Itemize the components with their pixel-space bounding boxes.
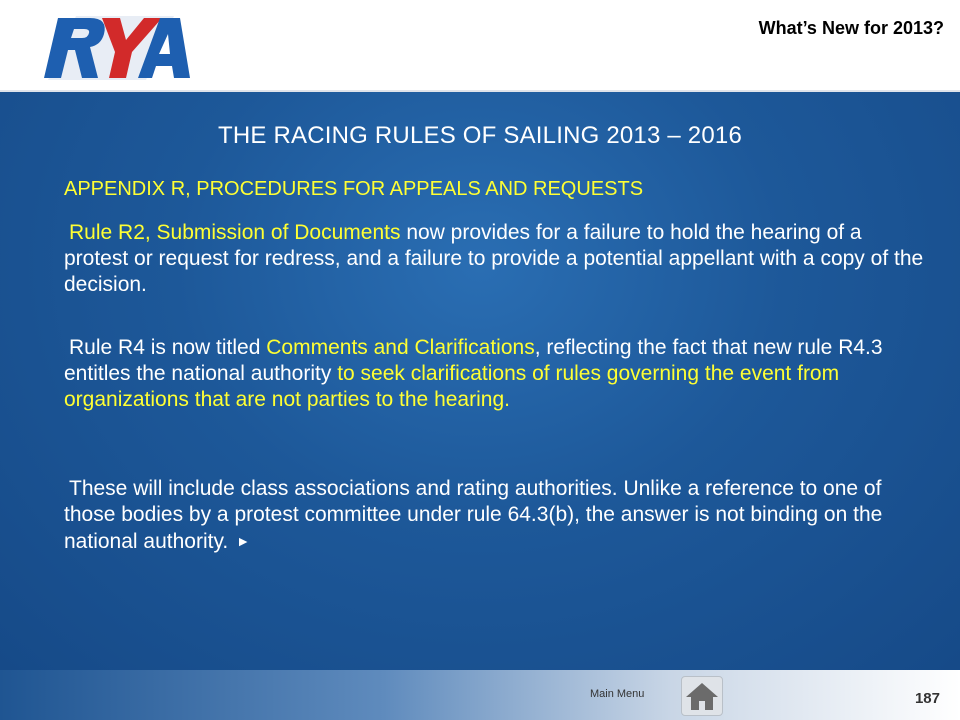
highlight-rule-r2: Rule R2, Submission of Documents [69,221,401,244]
paragraph-class-associations [64,476,924,555]
paragraph-text: Rule R4 is now titled [69,336,267,359]
header-bar [0,0,960,94]
highlight-seek-clarifications: to seek clarifications of rules governing the event from organizations that are not parties to the hearing. [64,362,840,411]
slide-title: THE RACING RULES OF SAILING 2013 – 2016 [218,122,742,149]
next-arrow-icon[interactable]: ► [236,533,251,549]
footer-bar [0,670,960,720]
paragraph-text: These will include class associations and rating authorities. Unlike a reference to one of those bodies by a protest committee under rule 64.3(b), the answer is not binding on the national authority. [64,477,883,553]
slide-content [0,92,960,670]
page-number: 187 [914,690,940,707]
paragraph-text: now provides for a failure to hold the hearing of a protest or request for redress, and a failure to provide a potential appellant with a copy of the decision. [64,221,924,296]
home-icon [682,677,722,715]
slide-tag: What’s New for 2013? [758,18,944,38]
rya-logo [20,10,200,86]
paragraph-text: , reflecting the fact that new rule R4.3 entitles the national authority [64,336,883,385]
slide-subtitle: APPENDIX R, PROCEDURES FOR APPEALS AND REQUESTS [64,178,644,200]
paragraph-rule-r2 [64,220,924,298]
paragraph-rule-r4 [64,335,924,413]
main-menu-link[interactable]: Main Menu [590,688,645,700]
home-button[interactable] [681,676,723,716]
highlight-comments-clarifications: Comments and Clarifications [266,336,535,359]
